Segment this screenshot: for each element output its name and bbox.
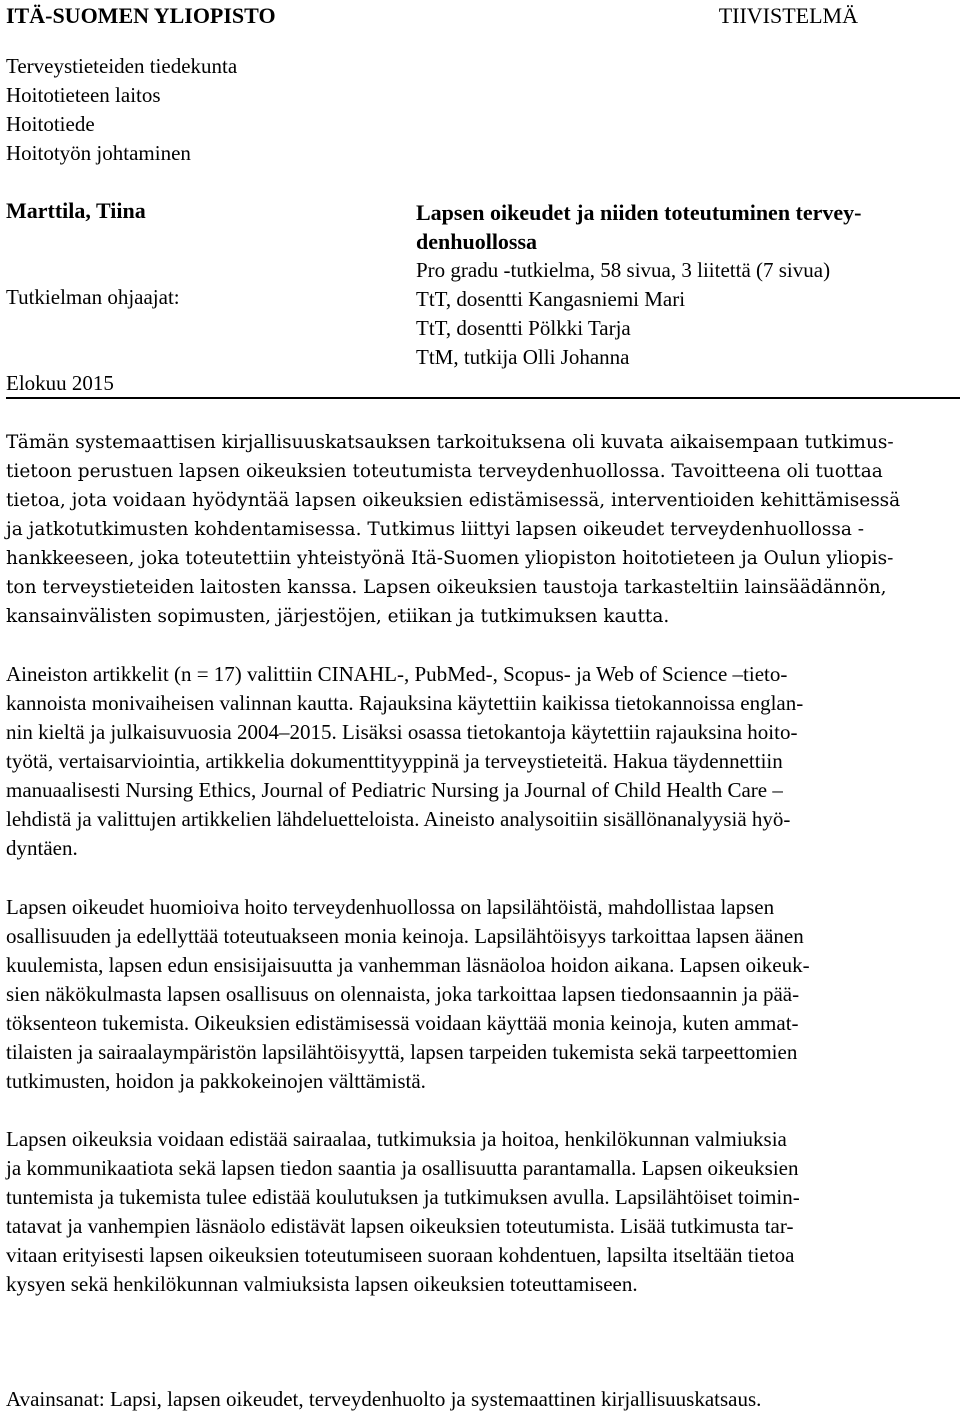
paragraph-line: osallisuuden ja edellyttää toteutuakseen monia keinoja. Lapsilähtöisyys tarkoittaa lapsen äänen: [6, 924, 804, 948]
paragraph-line: manuaalisesti Nursing Ethics, Journal of Pediatric Nursing ja Journal of Child Health Care –: [6, 778, 783, 802]
paragraph-line: hankkeeseen, joka toteutettiin yhteistyönä Itä-Suomen yliopiston hoitotieteen ja Oulun yliopis-: [6, 548, 894, 569]
paragraph-line: Lapsen oikeudet huomioiva hoito terveydenhuollossa on lapsilähtöistä, mahdollistaa lapsen: [6, 895, 775, 919]
paragraph-line: sien näkökulmasta lapsen osallisuus on olennaista, joka tarkoittaa lapsen tiedonsaannin ja pää-: [6, 982, 800, 1006]
supervisor-2: TtT, dosentti Pölkki Tarja: [416, 316, 631, 340]
supervisors-label: Tutkielman ohjaajat:: [6, 285, 180, 309]
paragraph-line: tutkimusten, hoidon ja pakkokeinojen välttämistä.: [6, 1069, 426, 1093]
abstract-paragraph-2: [6, 660, 956, 863]
paragraph-line: kysyen sekä henkilökunnan valmiuksista lapsen oikeuksien toteuttamiseen.: [6, 1272, 638, 1296]
keywords-line: Avainsanat: Lapsi, lapsen oikeudet, terveydenhuolto ja systemaattinen kirjallisuuskatsaus.: [6, 1387, 762, 1411]
thesis-title-line-1: Lapsen oikeudet ja niiden toteutuminen tervey-: [416, 200, 862, 225]
paragraph-line: dyntäen.: [6, 836, 78, 860]
paragraph-line: työtä, vertaisarviointia, artikkelia dokumenttityyppinä ja terveystieteitä. Hakua täydennettiin: [6, 749, 783, 773]
subject-line: Hoitotiede: [6, 112, 95, 136]
paragraph-line: töksenteon tukemista. Oikeuksien edistämisessä voidaan käyttää monia keinoja, kuten ammat-: [6, 1011, 799, 1035]
supervisor-1: TtT, dosentti Kangasniemi Mari: [416, 287, 686, 311]
faculty-block: [6, 52, 237, 168]
abstract-paragraph-4: [6, 1125, 956, 1299]
thesis-info: [416, 198, 862, 372]
paragraph-line: kansainvälisten sopimusten, järjestöjen, etiikan ja tutkimuksen kautta.: [6, 606, 670, 627]
paragraph-line: ton terveystieteiden laitosten kanssa. Lapsen oikeuksien taustoja tarkasteltiin lainsäädännön,: [6, 577, 887, 598]
paragraph-line: ja kommunikaatiota sekä lapsen tiedon saantia ja osallisuutta parantamalla. Lapsen oikeuksien: [6, 1156, 799, 1180]
faculty-line: Terveystieteiden tiedekunta: [6, 54, 238, 78]
paragraph-line: kuulemista, lapsen edun ensisijaisuutta ja vanhemman läsnäoloa hoidon aikana. Lapsen oikeuk-: [6, 953, 810, 977]
date: Elokuu 2015: [6, 371, 114, 395]
paragraph-line: lehdistä ja valittujen artikkelien lähdeluetteloista. Aineisto analysoitiin sisällönanalyysiä hyö-: [6, 807, 791, 831]
paragraph-line: Tämän systemaattisen kirjallisuuskatsauksen tarkoituksena oli kuvata aikaisempaan tutkimus-: [6, 432, 894, 453]
paragraph-line: tietoa, jota voidaan hyödyntää lapsen oikeuksien edistämisessä, interventioiden kehittämisessä: [6, 490, 901, 511]
paragraph-line: nin kieltä ja julkaisuvuosia 2004–2015. Lisäksi osassa tietokantoja käytettiin rajauksina hoito-: [6, 720, 798, 744]
specialization-line: Hoitotyön johtaminen: [6, 141, 191, 165]
paragraph-line: ja jatkotutkimusten kohdentamisessa. Tutkimus liittyi lapsen oikeudet terveydenhuollossa -: [6, 519, 864, 540]
author-name: Marttila, Tiina: [6, 198, 146, 223]
paragraph-line: tatavat ja vanhempien läsnäolo edistävät lapsen oikeuksien toteutumista. Lisää tutkimusta tar-: [6, 1214, 794, 1238]
department-line: Hoitotieteen laitos: [6, 83, 161, 107]
paragraph-line: Aineiston artikkelit (n = 17) valittiin CINAHL-, PubMed-, Scopus- ja Web of Science –tieto-: [6, 662, 788, 686]
paragraph-line: tuntemista ja tukemista tulee edistää koulutuksen ja tutkimuksen avulla. Lapsilähtöiset toimin-: [6, 1185, 800, 1209]
abstract-paragraph-1: [6, 428, 956, 631]
university-name: ITÄ-SUOMEN YLIOPISTO: [6, 3, 276, 28]
abstract-paragraph-3: [6, 893, 956, 1096]
document-type: TIIVISTELMÄ: [718, 3, 858, 28]
thesis-title-line-2: denhuollossa: [416, 229, 538, 254]
header-divider: [6, 397, 960, 399]
paragraph-line: tietoon perustuen lapsen oikeuksien toteutumista terveydenhuollossa. Tavoitteena oli tuottaa: [6, 461, 883, 482]
paragraph-line: vitaan erityisesti lapsen oikeuksien toteutumiseen suoraan kohdentuen, lapsilta itseltään tietoa: [6, 1243, 795, 1267]
paragraph-line: kannoista monivaiheisen valinnan kautta. Rajauksina käytettiin kaikissa tietokannoissa englan-: [6, 691, 804, 715]
supervisor-3: TtM, tutkija Olli Johanna: [416, 345, 630, 369]
paragraph-line: tilaisten ja sairaalaympäristön lapsilähtöisyyttä, lapsen tarpeiden tukemista sekä tarpeettomien: [6, 1040, 798, 1064]
thesis-description: Pro gradu -tutkielma, 58 sivua, 3 liitettä (7 sivua): [416, 258, 831, 282]
paragraph-line: Lapsen oikeuksia voidaan edistää sairaalaa, tutkimuksia ja hoitoa, henkilökunnan valmiuksia: [6, 1127, 787, 1151]
